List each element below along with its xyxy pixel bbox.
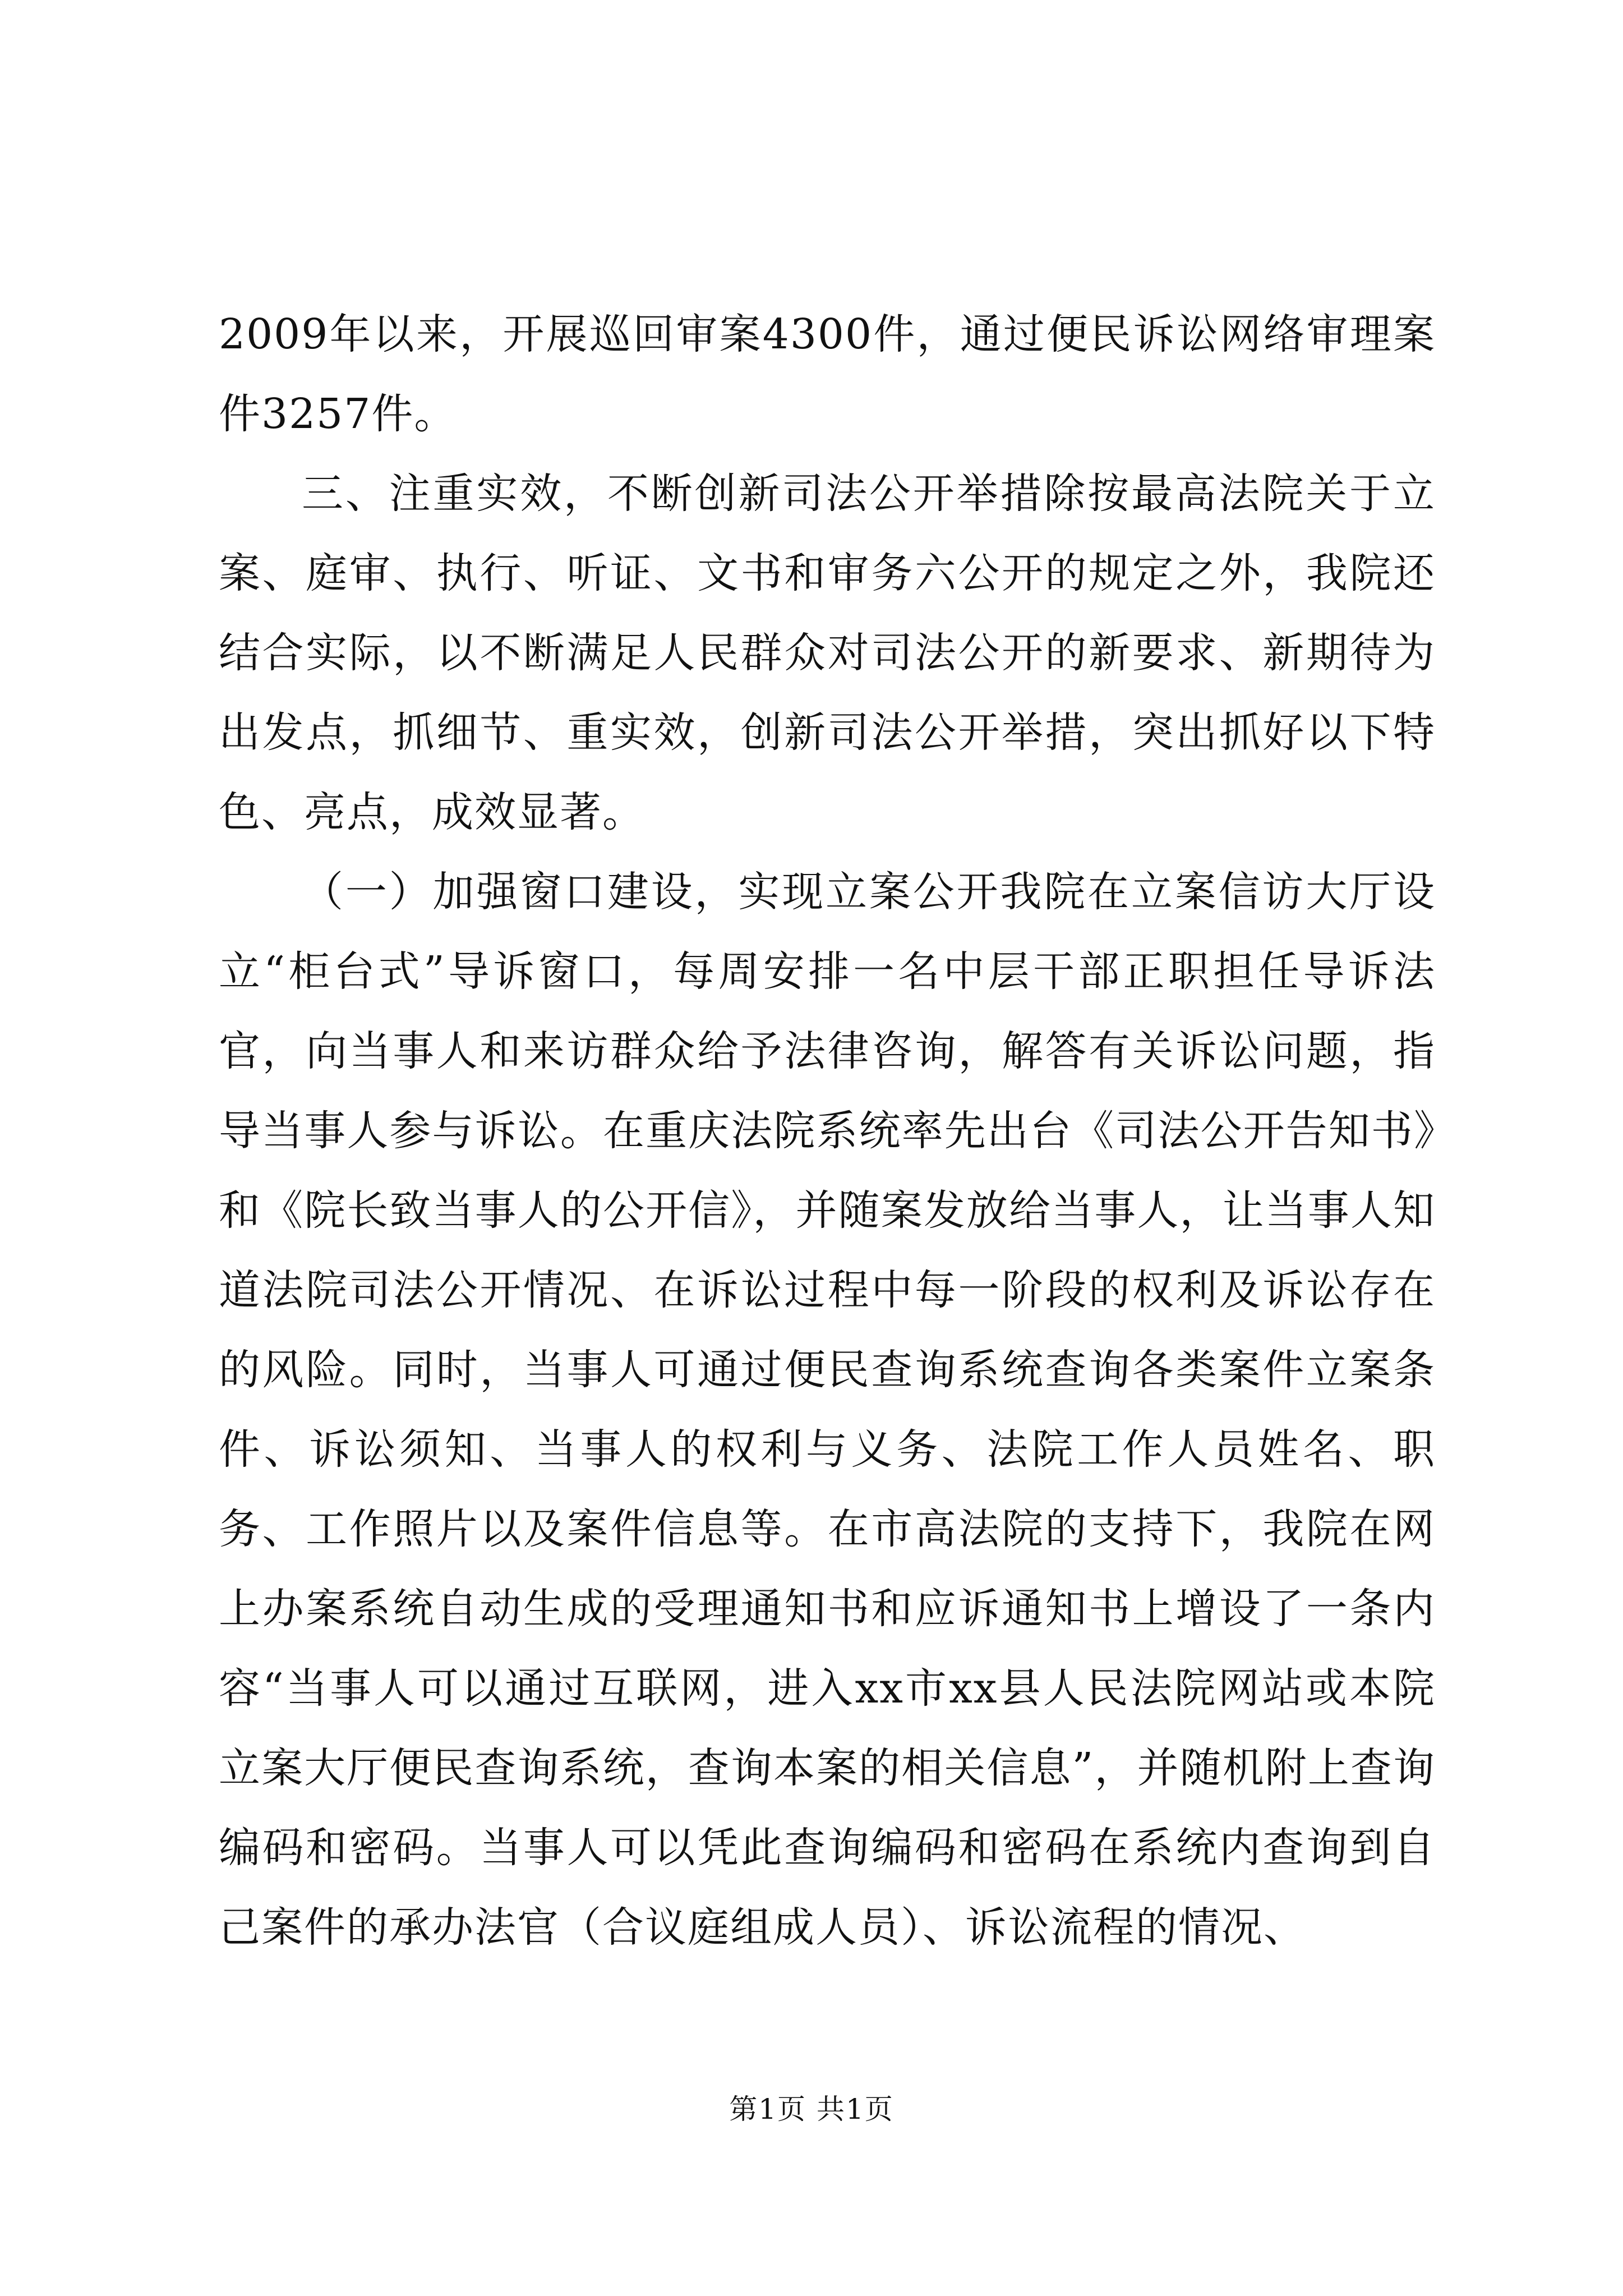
document-body (219, 295, 1436, 1967)
paragraph-3: （一）加强窗口建设，实现立案公开我院在立案信访大厅设立“柜台式”导诉窗口，每周安排一名中层干部正职担任导诉法官，向当事人和来访群众给予法律咨询，解答有关诉讼问题，指导当事人参与诉讼。在重庆法院系统率先出台《司法公开告知书》和《院长致当事人的公开信》，并随案发放给当事人，让当事人知道法院司法公开情况、在诉讼过程中每一阶段的权利及诉讼存在的风险。同时，当事人可通过便民查询系统查询各类案件立案条件、诉讼须知、当事人的权利与义务、法院工作人员姓名、职务、工作照片以及案件信息等。在市高法院的支持下，我院在网上办案系统自动生成的受理通知书和应诉通知书上增设了一条内容“当事人可以通过互联网，进入xx市xx县人民法院网站或本院立案大厅便民查询系统，查询本案的相关信息”，并随机附上查询编码和密码。当事人可以凭此查询编码和密码在系统内查询到自己案件的承办法官（合议庭组成人员）、诉讼流程的情况、 (219, 868, 1436, 1952)
paragraph-2: 三、注重实效，不断创新司法公开举措除按最高法院关于立案、庭审、执行、听证、文书和审务六公开的规定之外，我院还结合实际，以不断满足人民群众对司法公开的新要求、新期待为出发点，抓细节、重实效，创新司法公开举措，突出抓好以下特色、亮点，成效显著。 (219, 470, 1436, 836)
paragraph-1: 2009年以来，开展巡回审案4300件，通过便民诉讼网络审理案件3257件。 (219, 310, 1436, 438)
page-footer: 第1页 共1页 (729, 2093, 894, 2125)
